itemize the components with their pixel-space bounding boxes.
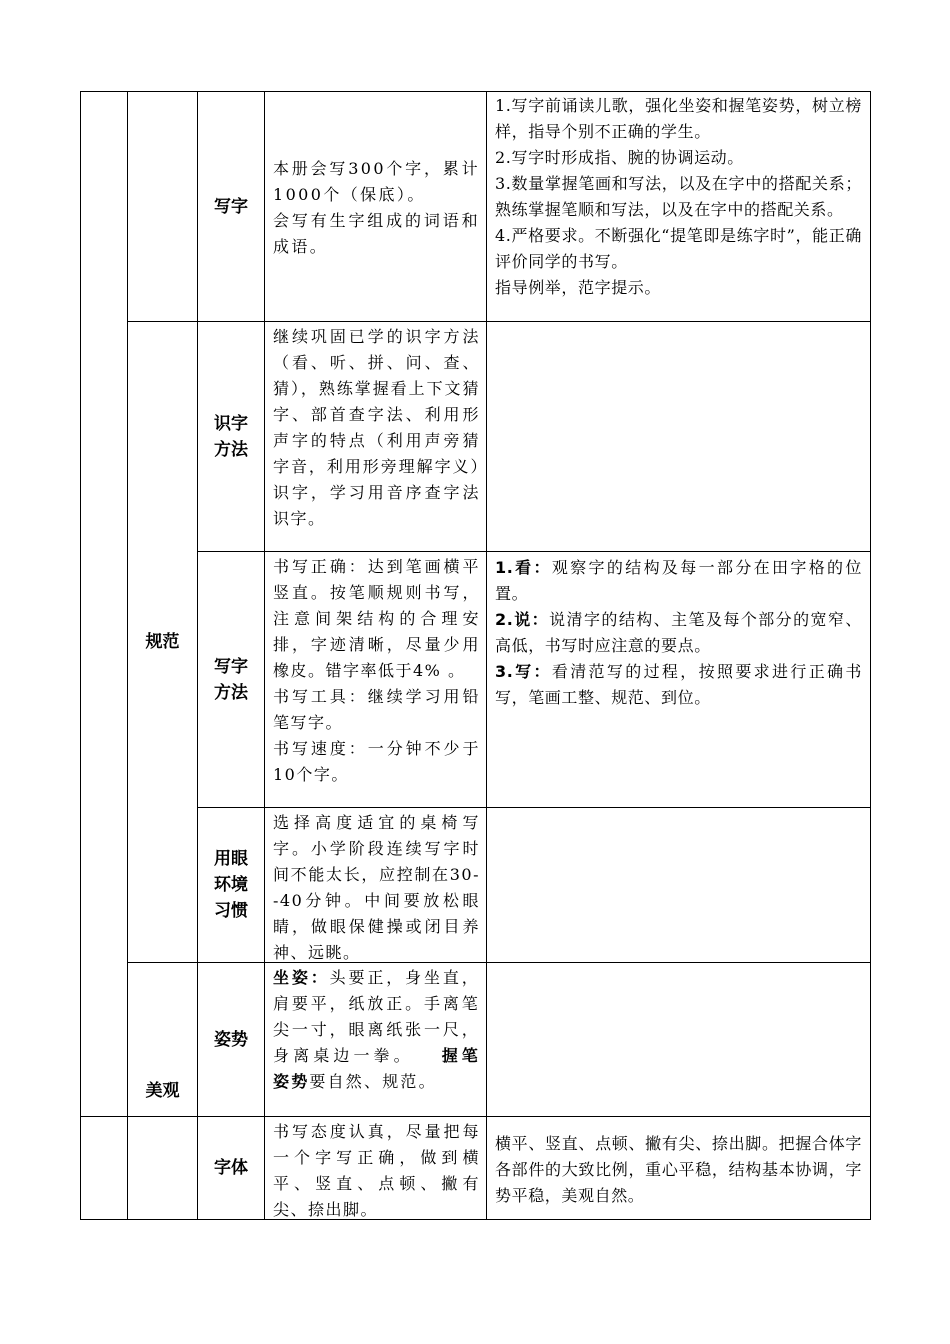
xiezi-fangfa-content-2: 书写工具：继续学习用铅笔写字。 [273, 687, 480, 732]
xiezi-fangfa-content-3: 书写速度：一分钟不少于10个字。 [273, 739, 480, 784]
table-border-left [80, 91, 81, 1220]
shizi-fangfa-content: 继续巩固已学的识字方法（看、听、拼、问、查、猜），熟练掌握看上下文猜字、部首查字法、利用形声字的特点（利用声旁猜字音，利用形旁理解字义）识字，学习用音序查字法识字。 [273, 327, 480, 528]
xiezi-content-line-1: 本册会写300个字，累计1000个（保底）。 [273, 159, 480, 204]
xiezi-methods [487, 92, 870, 321]
xiezi-content [265, 92, 486, 321]
xiezi-method-1: 1.写字前诵读儿歌，强化坐姿和握笔姿势，树立榜样，指导个别不正确的学生。 [495, 96, 862, 141]
category-meiguan [128, 963, 197, 1219]
xiezi-method-3: 3.数量掌握笔画和写法，以及在字中的搭配关系；熟练掌握笔顺和写法，以及在字中的搭配关系。 [495, 174, 862, 219]
zishi-sit-key: 坐姿： [273, 968, 330, 987]
zishi-grip-key: 握笔姿势 [273, 1046, 481, 1091]
xiezi-fangfa-content [265, 552, 486, 807]
xiezi-fangfa-method-3: 3.写：看清范写的过程，按照要求进行正确书写，笔画工整、规范、到位。 [495, 662, 862, 707]
category-guifan-text: 规范 [145, 632, 180, 652]
row-label-zishi: 姿势 [214, 1030, 248, 1050]
yongyan-content: 选择高度适宜的桌椅写字。小学阶段连续写字时间不能太长，应控制在30--40分钟。中间要放松眼睛，做眼保健操或闭目养神、远眺。 [273, 813, 480, 962]
xiezi-fangfa-method-2: 2.说：说清字的结构、主笔及每个部分的宽窄、高低，书写时应注意的要点。 [495, 610, 862, 655]
xiezi-method-4: 4.严格要求。不断强化“提笔即是练字时”，能正确评价同学的书写。 [495, 226, 862, 271]
category-guifan [128, 322, 197, 962]
ziti-content: 书写态度认真，尽量把每一个字写正确，做到横平、竖直、点顿、撇有尖、捺出脚。 [273, 1122, 480, 1219]
zishi-grip-text: 要自然、规范。 [309, 1072, 437, 1091]
table-border-right [870, 91, 871, 1220]
xiezi-fangfa-methods [487, 552, 870, 807]
ziti-methods: 横平、竖直、点顿、撇有尖、捺出脚。把握合体字各部件的大致比例，重心平稳，结构基本协调，字势平稳，美观自然。 [495, 1134, 862, 1205]
zishi-methods [487, 963, 870, 1116]
table-border-bottom [80, 1219, 871, 1220]
xiezi-fangfa-method-1: 1.看：观察字的结构及每一部分在田字格的位置。 [495, 558, 862, 603]
row-label-xiezi: 写字 [214, 196, 248, 217]
row-label-ziti: 字体 [214, 1158, 248, 1178]
yongyan-methods [487, 808, 870, 962]
shizi-fangfa-methods [487, 322, 870, 551]
row-label-yongyan: 用眼 环境 习惯 [214, 849, 248, 921]
row-label-shizi-fangfa: 识字 方法 [214, 413, 248, 460]
zishi-content [265, 963, 486, 1116]
xiezi-method-2: 2.写字时形成指、腕的协调运动。 [495, 148, 744, 167]
xiezi-method-5: 指导例举，范字提示。 [495, 278, 662, 297]
xiezi-content-line-2: 会写有生字组成的词语和成语。 [273, 211, 480, 256]
row-label-xiezi-fangfa: 写字 方法 [214, 656, 248, 703]
category-meiguan-text: 美观 [145, 1081, 180, 1101]
zishi-sit-text: 头要正，身坐直，肩要平，纸放正。手离笔尖一寸，眼离纸张一尺，身离桌边一拳。 [273, 968, 480, 1065]
xiezi-fangfa-content-1: 书写正确：达到笔画横平竖直。按笔顺规则书写，注意间架结构的合理安排，字迹清晰，尽量少用橡皮。错字率低于4% 。 [273, 557, 480, 680]
